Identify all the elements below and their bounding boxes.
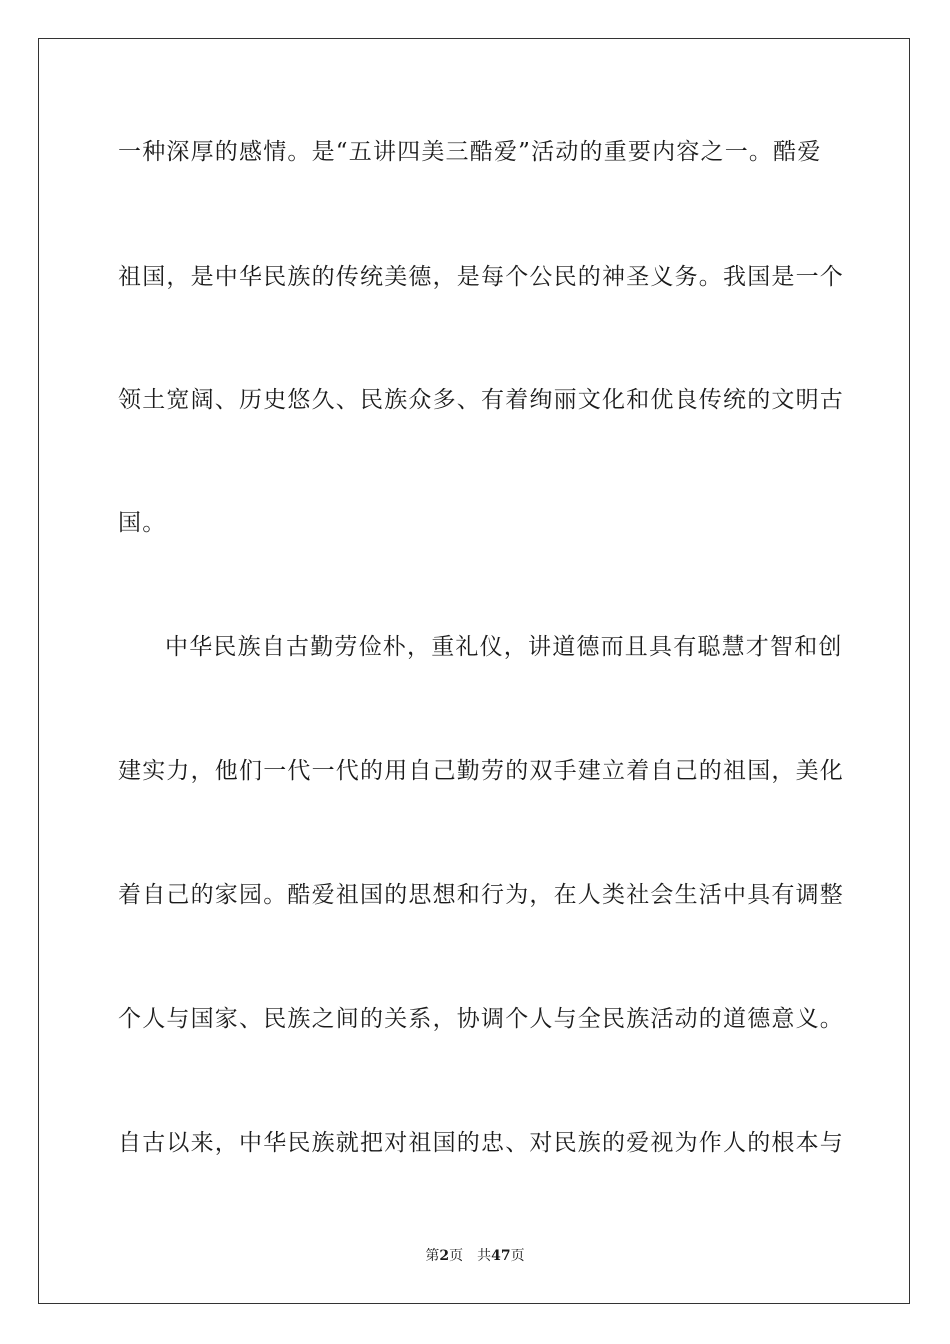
- page-prefix: 第: [425, 1248, 440, 1264]
- page-suffix: 页: [449, 1248, 464, 1264]
- text-line-4: 国。: [118, 510, 167, 536]
- text-line-2: 祖国，是中华民族的传统美德，是每个公民的神圣义务。我国是一个: [118, 264, 844, 290]
- text-line-3: 领土宽阔、历史悠久、民族众多、有着绚丽文化和优良传统的文明古: [118, 387, 844, 413]
- text-line-9: 自古以来，中华民族就把对祖国的忠、对民族的爱视为作人的根本与: [118, 1130, 844, 1156]
- total-pages: 47: [491, 1248, 511, 1264]
- page-number: 2: [439, 1248, 450, 1264]
- text-line-1: 一种深厚的感情。是“五讲四美三酷爱”活动的重要内容之一。酷爱: [118, 139, 822, 165]
- page-footer: [0, 1247, 950, 1265]
- page-border: [38, 38, 910, 1304]
- total-suffix: 页: [510, 1248, 525, 1264]
- text-line-8: 个人与国家、民族之间的关系，协调个人与全民族活动的道德意义。: [118, 1006, 844, 1032]
- paragraph-2-first-line: 中华民族自古勤劳俭朴，重礼仪，讲道德而且具有聪慧才智和创: [165, 634, 843, 660]
- text-line-6: 建实力，他们一代一代的用自己勤劳的双手建立着自己的祖国，美化: [118, 758, 844, 784]
- total-prefix: 共: [477, 1248, 492, 1264]
- text-line-7: 着自己的家园。酷爱祖国的思想和行为，在人类社会生活中具有调整: [118, 882, 844, 908]
